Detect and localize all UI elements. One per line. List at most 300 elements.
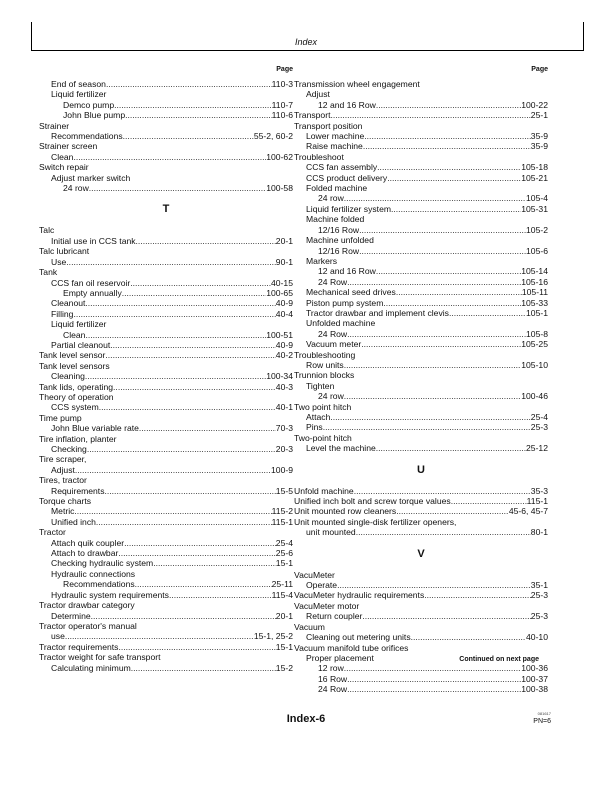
dot-leader xyxy=(85,371,266,381)
dot-leader xyxy=(66,257,276,267)
entry-page-ref: 105-25 xyxy=(521,339,548,350)
entry-label: 12 and 16 Row xyxy=(318,266,376,277)
entry-label: Metric xyxy=(51,506,75,517)
entry-label: Tractor requirements xyxy=(39,641,119,652)
entry-label: Tank xyxy=(39,267,58,278)
entry-label: Tractor weight for safe transport xyxy=(39,652,161,663)
dot-leader xyxy=(337,580,531,590)
entry-page-ref: 105-10 xyxy=(521,359,548,370)
dot-leader xyxy=(387,173,521,183)
entry-label: Unfold machine xyxy=(294,485,354,496)
index-entry xyxy=(39,569,293,579)
entry-label: VacuMeter xyxy=(294,569,335,580)
entry-page-ref: 25-11 xyxy=(271,579,293,590)
entry-label: Piston pump system xyxy=(306,297,384,308)
index-column-right xyxy=(294,66,548,695)
dot-leader xyxy=(449,308,526,318)
entry-page-ref: 55-2, 60-2 xyxy=(253,131,293,142)
index-entry xyxy=(294,381,548,391)
index-entry xyxy=(294,412,548,422)
entry-label: Theory of operation xyxy=(39,391,114,402)
dot-leader xyxy=(347,684,521,694)
dot-leader xyxy=(344,193,526,203)
entry-label: Clean xyxy=(51,151,74,162)
entry-page-ref: 25-3 xyxy=(530,590,548,601)
dot-leader xyxy=(139,423,276,433)
dot-leader xyxy=(87,444,276,454)
entry-label: Machine folded xyxy=(306,214,365,225)
entry-page-ref: 115-1 xyxy=(526,496,548,507)
index-entry xyxy=(294,643,548,653)
entry-label: Liquid fertilizer xyxy=(51,89,107,100)
index-entry xyxy=(39,538,293,548)
entry-label: Initial use in CCS tank xyxy=(51,235,136,246)
index-entry xyxy=(294,496,548,506)
section-letter: T xyxy=(162,203,170,216)
index-entry xyxy=(294,110,548,120)
entry-page-ref: 45-6, 45-7 xyxy=(508,506,548,517)
entry-label: Talc xyxy=(39,225,55,236)
entry-page-ref: 25-4 xyxy=(275,537,293,548)
entry-label: Determine xyxy=(51,610,91,621)
index-entry xyxy=(294,121,548,131)
index-entry xyxy=(294,287,548,297)
entry-page-ref: 15-1, 25-2 xyxy=(253,631,293,642)
entry-label: unit mounted xyxy=(306,527,356,538)
index-entry xyxy=(294,246,548,256)
index-entry xyxy=(294,684,548,694)
index-entry xyxy=(294,663,548,673)
entry-label: Strainer xyxy=(39,120,70,131)
index-entry xyxy=(39,600,293,610)
entry-label: Return coupler xyxy=(306,611,363,622)
dot-leader xyxy=(344,391,521,401)
index-entry xyxy=(294,601,548,611)
index-entry xyxy=(294,622,548,632)
dot-leader xyxy=(364,131,531,141)
entry-label: Tires, tractor xyxy=(39,475,87,486)
entry-label: Level the machine xyxy=(306,443,376,454)
index-entry xyxy=(294,422,548,432)
entry-label: VacuMeter motor xyxy=(294,600,360,611)
dot-leader xyxy=(359,225,526,235)
dot-leader xyxy=(65,631,254,641)
index-entry xyxy=(294,173,548,183)
index-entry xyxy=(294,100,548,110)
index-entry xyxy=(39,183,293,193)
index-entry xyxy=(39,236,293,246)
dot-leader xyxy=(85,330,266,340)
index-entry xyxy=(39,330,293,340)
dot-leader xyxy=(344,663,521,673)
dot-leader xyxy=(347,277,521,287)
entry-label: CCS fan assembly xyxy=(306,162,378,173)
index-entry xyxy=(294,350,548,360)
dot-leader xyxy=(91,611,276,621)
index-entry xyxy=(39,506,293,516)
dot-leader xyxy=(74,506,271,516)
index-entry xyxy=(39,309,293,319)
index-entry xyxy=(39,454,293,464)
index-entry xyxy=(39,121,293,131)
entry-page-ref: 110-6 xyxy=(271,110,293,121)
entry-label: Transmission wheel engagement xyxy=(294,79,420,89)
index-entry xyxy=(294,402,548,412)
entry-label: Use xyxy=(51,256,67,267)
entry-page-ref: 110-3 xyxy=(271,79,293,89)
entry-page-ref: 15-1 xyxy=(275,641,293,652)
entry-label: 12 row xyxy=(318,663,344,674)
index-entry xyxy=(294,329,548,339)
entry-page-ref: 40-1 xyxy=(275,402,293,413)
dot-leader xyxy=(85,298,275,308)
entry-page-ref: 115-4 xyxy=(271,589,293,600)
entry-page-ref: 25-4 xyxy=(530,412,548,422)
dot-leader xyxy=(376,266,521,276)
index-entry xyxy=(39,288,293,298)
entry-label: Folded machine xyxy=(306,183,368,194)
entry-page-ref: 100-65 xyxy=(266,287,293,298)
index-entry xyxy=(39,590,293,600)
dot-leader xyxy=(347,329,526,339)
index-entry xyxy=(39,131,293,141)
entry-label: Tank level sensors xyxy=(39,360,110,371)
entry-page-ref: 100-34 xyxy=(266,371,293,382)
entry-page-ref: 100-22 xyxy=(521,99,548,110)
index-entry xyxy=(294,370,548,380)
entry-label: Tire inflation, planter xyxy=(39,433,117,444)
entry-page-ref: 25-1 xyxy=(530,110,548,121)
index-column-left xyxy=(39,66,293,673)
dot-leader xyxy=(424,590,531,600)
entry-label: use xyxy=(51,631,65,642)
index-entry xyxy=(294,256,548,266)
dot-leader xyxy=(130,278,271,288)
entry-page-ref: 115-2 xyxy=(271,506,293,517)
entry-page-ref: 90-1 xyxy=(275,256,293,267)
entry-label: Tractor xyxy=(39,527,66,538)
dot-leader xyxy=(110,340,276,350)
entry-label: Transport xyxy=(294,110,331,121)
dot-leader xyxy=(99,402,276,412)
entry-label: Unit mounted single-disk fertilizer openers, xyxy=(294,516,457,527)
entry-label: Two point hitch xyxy=(294,401,352,412)
index-entry xyxy=(294,632,548,642)
index-entry xyxy=(294,486,548,496)
dot-leader xyxy=(75,465,271,475)
entry-label: 12 and 16 Row xyxy=(318,99,376,110)
entry-label: 24 Row xyxy=(318,276,348,287)
entry-label: Unified inch bolt and screw torque values xyxy=(294,496,451,507)
dot-leader xyxy=(361,339,521,349)
dot-leader xyxy=(391,204,521,214)
dot-leader xyxy=(89,183,266,193)
entry-page-ref: 105-4 xyxy=(526,193,548,204)
index-entry xyxy=(39,267,293,277)
entry-page-ref: 25-3 xyxy=(530,611,548,622)
entry-page-ref: 105-33 xyxy=(521,297,548,308)
entry-page-ref: 40-2 xyxy=(275,350,293,361)
index-entry xyxy=(294,266,548,276)
index-entry xyxy=(39,579,293,589)
dot-leader xyxy=(118,548,275,558)
entry-label: Markers xyxy=(306,255,338,266)
footer-page-number: Index-6 xyxy=(286,713,326,725)
entry-label: Attach quik coupler xyxy=(51,537,125,548)
entry-label: 24 Row xyxy=(318,328,348,339)
dot-leader xyxy=(323,422,531,432)
dot-leader xyxy=(114,100,272,110)
dot-leader xyxy=(411,632,526,642)
index-entry xyxy=(39,402,293,412)
entry-label: VacuMeter hydraulic requirements xyxy=(294,590,425,601)
dot-leader xyxy=(131,663,276,673)
index-entry xyxy=(39,361,293,371)
index-entry xyxy=(39,558,293,568)
dot-leader xyxy=(105,486,276,496)
index-entry xyxy=(294,611,548,621)
index-entry xyxy=(294,580,548,590)
entry-label: Demco pump xyxy=(63,99,115,110)
column-page-header: Page xyxy=(276,66,293,73)
entry-page-ref: 105-31 xyxy=(521,203,548,214)
index-entry xyxy=(294,89,548,99)
dot-leader xyxy=(330,110,530,120)
dot-leader xyxy=(123,131,254,141)
entry-page-ref: 25-12 xyxy=(526,443,548,454)
entry-page-ref: 80-1 xyxy=(530,527,548,538)
dot-leader xyxy=(135,579,272,589)
index-entry xyxy=(39,423,293,433)
index-entry xyxy=(294,225,548,235)
entry-label: Adjust xyxy=(51,464,75,475)
index-entry xyxy=(294,339,548,349)
dot-leader xyxy=(118,642,275,652)
entry-label: Tractor drawbar and implement clevis xyxy=(306,307,449,318)
index-entry xyxy=(294,590,548,600)
index-entry xyxy=(39,382,293,392)
index-entry xyxy=(294,298,548,308)
entry-label: 24 row xyxy=(63,183,89,194)
entry-label: Row units xyxy=(306,359,344,370)
entry-label: Time pump xyxy=(39,412,82,423)
dot-leader xyxy=(125,110,272,120)
entry-page-ref: 35-3 xyxy=(530,485,548,496)
dot-leader xyxy=(122,288,266,298)
entry-page-ref: 15-1 xyxy=(275,558,293,569)
footer-pn: PN=6 xyxy=(533,718,551,725)
dot-leader xyxy=(376,443,526,453)
dot-leader xyxy=(330,412,530,422)
index-entry xyxy=(39,663,293,673)
dot-leader xyxy=(396,506,509,516)
dot-leader xyxy=(96,517,272,527)
dot-leader xyxy=(363,141,531,151)
entry-label: Adjust xyxy=(306,89,330,100)
dot-leader xyxy=(153,558,276,568)
entry-page-ref: 25-3 xyxy=(530,422,548,433)
entry-label: Empty annually xyxy=(63,287,122,298)
entry-page-ref: 105-21 xyxy=(521,172,548,183)
index-entry xyxy=(39,392,293,402)
entry-page-ref: 40-15 xyxy=(271,277,293,288)
entry-label: Talc lubricant xyxy=(39,246,90,257)
index-entry xyxy=(39,89,293,99)
entry-label: Calculating minimum xyxy=(51,662,131,673)
index-entry xyxy=(294,193,548,203)
index-entry xyxy=(294,131,548,141)
entry-label: Trunnion blocks xyxy=(294,370,355,381)
dot-leader xyxy=(105,350,275,360)
entry-label: Tank level sensor xyxy=(39,350,106,361)
entry-label: Switch repair xyxy=(39,162,89,173)
entry-label: Cleaning out metering units xyxy=(306,632,411,643)
entry-label: Cleanout xyxy=(51,298,86,309)
entry-label: Checking xyxy=(51,444,87,454)
entry-page-ref: 40-4 xyxy=(275,308,293,319)
entry-page-ref: 35-9 xyxy=(530,141,548,152)
entry-label: 24 row xyxy=(318,391,344,402)
index-entry xyxy=(294,183,548,193)
index-entry xyxy=(39,621,293,631)
header-frame-bottom xyxy=(31,50,584,51)
entry-label: Mechanical seed drives xyxy=(306,287,396,298)
entry-label: Lower machine xyxy=(306,131,365,142)
dot-leader xyxy=(73,309,275,319)
dot-leader xyxy=(377,162,521,172)
entry-label: Attach to drawbar xyxy=(51,548,119,559)
index-entry xyxy=(39,79,293,89)
dot-leader xyxy=(106,79,272,89)
entry-label: 12/16 Row xyxy=(318,245,360,256)
entry-label: Adjust marker switch xyxy=(51,172,131,183)
dot-leader xyxy=(383,298,521,308)
entry-label: Transport position xyxy=(294,120,363,131)
index-entry xyxy=(294,318,548,328)
dot-leader xyxy=(376,100,521,110)
index-entry xyxy=(39,152,293,162)
index-entry xyxy=(39,548,293,558)
entry-page-ref: 105-6 xyxy=(526,245,548,256)
entry-label: Filling xyxy=(51,308,74,319)
section-letter: U xyxy=(417,463,425,476)
index-entry xyxy=(39,413,293,423)
entry-label: Raise machine xyxy=(306,141,363,152)
entry-page-ref: 25-6 xyxy=(275,548,293,559)
entry-label: CCS fan oil reservoir xyxy=(51,277,131,288)
index-entry xyxy=(39,475,293,485)
entry-page-ref: 70-3 xyxy=(275,423,293,434)
dot-leader xyxy=(73,152,266,162)
entry-page-ref: 100-51 xyxy=(266,329,293,340)
dot-leader xyxy=(362,611,530,621)
entry-page-ref: 40-9 xyxy=(275,298,293,309)
dot-leader xyxy=(356,527,531,537)
index-entry xyxy=(294,308,548,318)
entry-label: Tank lids, operating xyxy=(39,381,114,392)
footer-code: 081617 xyxy=(537,711,551,716)
entry-label: Tire scraper, xyxy=(39,454,87,465)
index-entry xyxy=(39,517,293,527)
continued-notice: Continued on next page xyxy=(459,656,539,663)
index-entry xyxy=(39,257,293,267)
entry-label: 24 Row xyxy=(318,684,348,695)
index-entry xyxy=(39,434,293,444)
entry-page-ref: 100-62 xyxy=(266,151,293,162)
index-entry xyxy=(39,631,293,641)
index-entry xyxy=(39,141,293,151)
entry-label: Recommendations xyxy=(51,131,123,142)
entry-label: Torque charts xyxy=(39,496,92,507)
index-entry xyxy=(294,433,548,443)
index-entry xyxy=(39,496,293,506)
entry-page-ref: 15-5 xyxy=(275,485,293,496)
entry-label: Requirements xyxy=(51,485,105,496)
dot-leader xyxy=(124,538,276,548)
entry-label: Tractor operator's manual xyxy=(39,620,137,631)
column-page-header: Page xyxy=(531,66,548,73)
entry-label: 16 Row xyxy=(318,673,348,684)
entry-page-ref: 105-16 xyxy=(521,276,548,287)
entry-page-ref: 105-11 xyxy=(521,287,548,298)
dot-leader xyxy=(344,360,522,370)
entry-page-ref: 35-1 xyxy=(530,580,548,591)
index-entry xyxy=(294,674,548,684)
entry-label: Partial cleanout xyxy=(51,339,111,350)
entry-label: Two-point hitch xyxy=(294,432,352,443)
entry-label: John Blue variable rate xyxy=(51,423,139,434)
index-entry xyxy=(39,371,293,381)
entry-label: Troubleshooting xyxy=(294,349,356,360)
running-header-title: Index xyxy=(294,37,318,47)
entry-label: Clean xyxy=(63,329,86,340)
entry-page-ref: 105-2 xyxy=(526,224,548,235)
dot-leader xyxy=(359,246,526,256)
index-entry xyxy=(39,278,293,288)
entry-label: Tractor drawbar category xyxy=(39,600,135,611)
entry-page-ref: 40-3 xyxy=(275,381,293,392)
entry-label: Liquid fertilizer system xyxy=(306,203,392,214)
index-entry xyxy=(294,277,548,287)
entry-page-ref: 20-3 xyxy=(275,444,293,454)
entry-page-ref: 100-9 xyxy=(271,464,293,475)
index-entry xyxy=(39,527,293,537)
index-entry xyxy=(39,319,293,329)
entry-label: Vacuum xyxy=(294,621,325,632)
index-entry xyxy=(294,517,548,527)
index-entry xyxy=(39,340,293,350)
entry-label: Strainer screen xyxy=(39,141,98,152)
entry-page-ref: 35-9 xyxy=(530,131,548,142)
entry-page-ref: 115-1 xyxy=(271,516,293,527)
entry-page-ref: 110-7 xyxy=(271,99,293,110)
index-entry xyxy=(39,444,293,454)
entry-page-ref: 20-1 xyxy=(275,235,293,246)
index-entry xyxy=(294,152,548,162)
entry-label: Tighten xyxy=(306,380,335,391)
entry-label: Troubleshoot xyxy=(294,151,344,162)
entry-page-ref: 105-14 xyxy=(521,266,548,277)
entry-label: 24 row xyxy=(318,193,344,204)
entry-label: CCS product delivery xyxy=(306,172,388,183)
dot-leader xyxy=(354,486,531,496)
index-entry xyxy=(294,506,548,516)
index-entry xyxy=(39,246,293,256)
entry-label: Liquid fertilizer xyxy=(51,319,107,330)
entry-page-ref: 40-10 xyxy=(526,632,548,643)
index-entry xyxy=(294,570,548,580)
entry-page-ref: 100-46 xyxy=(521,391,548,402)
